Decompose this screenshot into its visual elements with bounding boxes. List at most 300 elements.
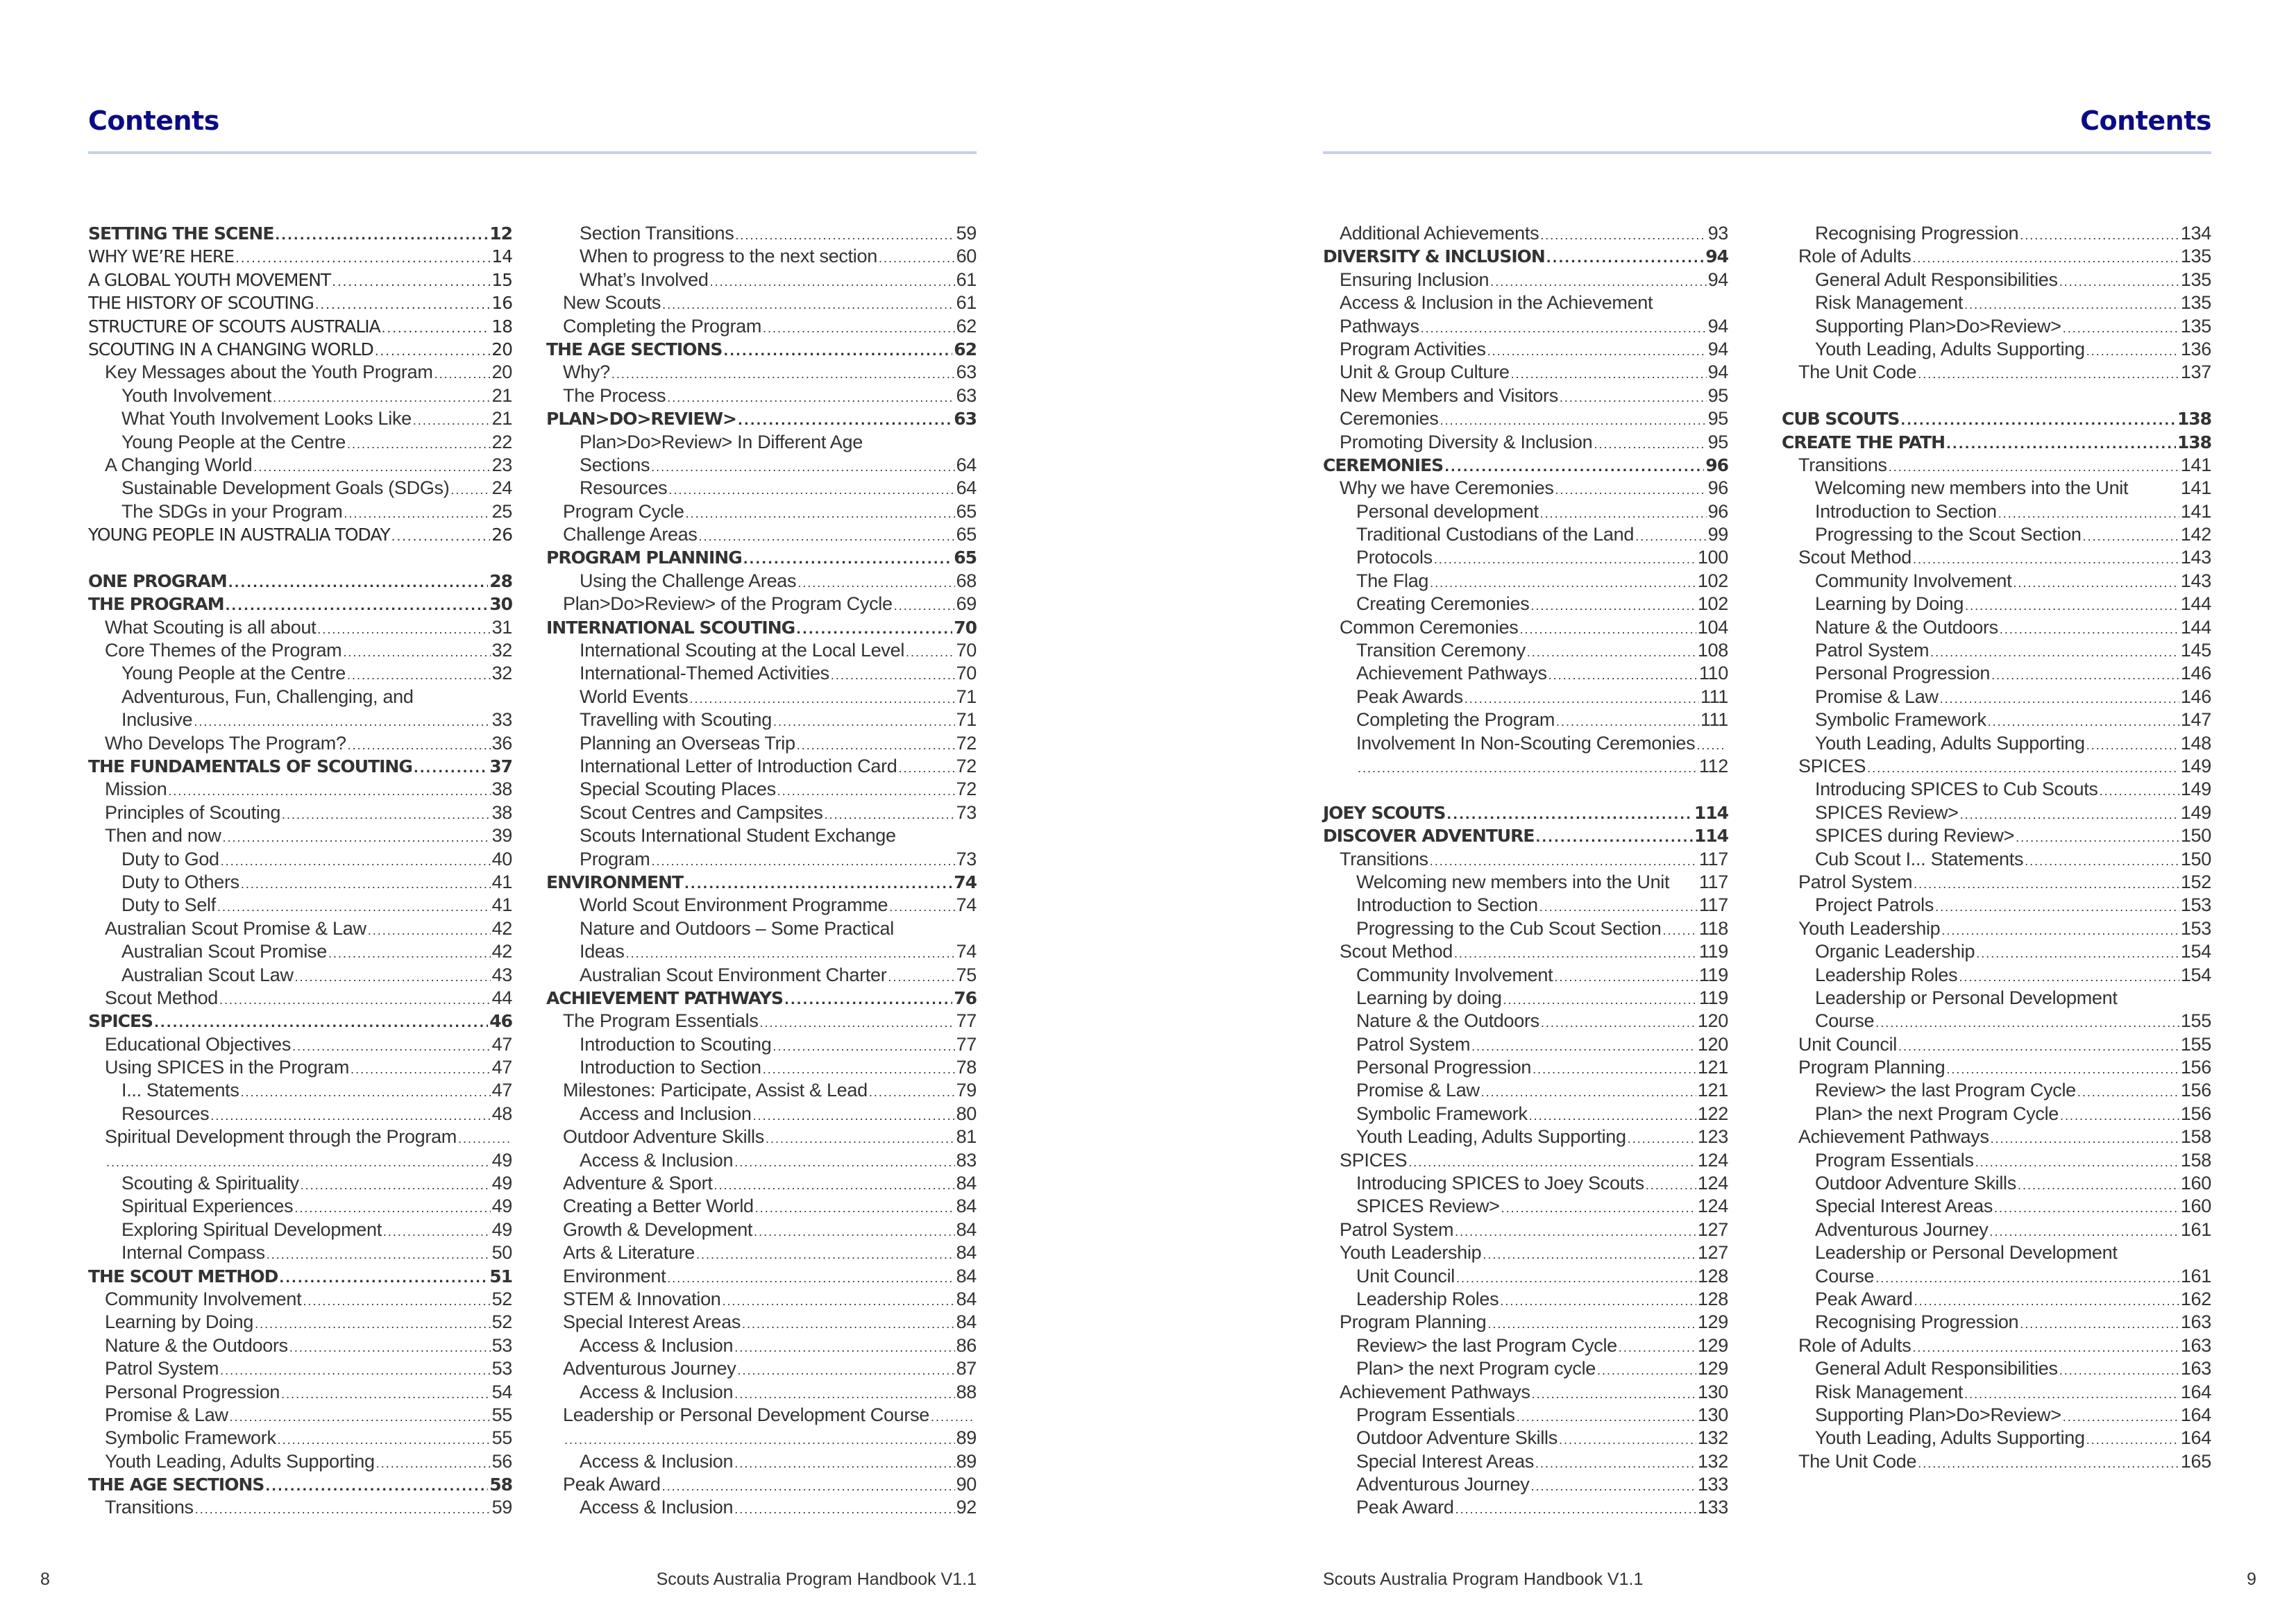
toc-entry[interactable]	[1323, 686, 1728, 708]
toc-entry[interactable]	[88, 1195, 512, 1218]
toc-entry[interactable]	[1323, 732, 1728, 755]
toc-entry[interactable]	[1323, 639, 1728, 662]
toc-entry[interactable]	[88, 1218, 512, 1241]
toc-entry[interactable]	[1782, 338, 2211, 361]
toc-entry-title: The SDGs in your Program	[121, 500, 343, 522]
toc-entry[interactable]	[1323, 1265, 1728, 1288]
toc-dot-leader	[278, 1427, 491, 1450]
toc-entry[interactable]	[1323, 338, 1728, 361]
toc-page-number: 86	[956, 1334, 977, 1356]
toc-entry[interactable]	[1782, 616, 2211, 639]
toc-entry[interactable]	[1323, 523, 1728, 546]
toc-entry[interactable]	[88, 593, 512, 615]
toc-entry-title: ACHIEVEMENT PATHWAYS	[546, 987, 783, 1008]
toc-entry[interactable]	[546, 1079, 977, 1102]
toc-entry[interactable]	[1782, 848, 2211, 871]
toc-entry[interactable]	[1782, 1195, 2211, 1218]
toc-entry[interactable]	[88, 1010, 512, 1033]
toc-entry[interactable]	[88, 1311, 512, 1334]
toc-entry[interactable]	[1323, 1195, 1728, 1218]
toc-entry[interactable]	[88, 1103, 512, 1125]
toc-page-number: 24	[491, 477, 512, 499]
toc-entry[interactable]	[1782, 1357, 2211, 1380]
toc-entry-title-continued: Course	[1815, 1265, 1875, 1286]
toc-entry[interactable]	[1323, 662, 1728, 685]
toc-entry[interactable]	[1323, 570, 1728, 593]
toc-entry-title: Progressing to the Cub Scout Section	[1356, 917, 1662, 939]
toc-entry[interactable]	[546, 593, 977, 615]
toc-entry-title: Promise & Law	[105, 1404, 228, 1425]
toc-entry[interactable]	[88, 987, 512, 1010]
toc-entry-title: Learning by Doing	[1815, 593, 1964, 615]
toc-entry[interactable]	[1323, 824, 1728, 847]
toc-dot-leader	[1408, 1149, 1696, 1172]
toc-entry[interactable]	[546, 894, 977, 917]
toc-entry[interactable]	[546, 1172, 977, 1195]
toc-page-number: 84	[956, 1311, 977, 1333]
toc-entry[interactable]	[1323, 546, 1728, 569]
toc-entry-title: Completing the Program	[1356, 709, 1555, 731]
toc-entry[interactable]	[546, 964, 977, 987]
toc-entry-title: Personal Progression	[1815, 663, 1991, 684]
toc-entry[interactable]	[546, 1103, 977, 1125]
toc-entry-continuation[interactable]	[88, 1149, 512, 1172]
toc-entry[interactable]	[1782, 431, 2211, 454]
toc-entry[interactable]	[88, 801, 512, 824]
toc-entry-title: THE PROGRAM	[88, 594, 224, 615]
toc-dot-leader	[1501, 1195, 1696, 1218]
toc-entry[interactable]	[546, 1450, 977, 1473]
toc-entry-title: SPICES during Review>	[1815, 825, 2015, 847]
toc-dot-leader	[1555, 477, 1707, 500]
toc-dot-leader	[1500, 1288, 1696, 1311]
toc-page-number: 39	[491, 825, 512, 847]
toc-dot-leader	[714, 1172, 955, 1195]
toc-entry[interactable]	[88, 662, 512, 685]
toc-entry[interactable]	[1782, 222, 2211, 245]
toc-dot-leader	[255, 1311, 491, 1334]
toc-entry[interactable]	[1323, 1473, 1728, 1496]
toc-entry[interactable]	[88, 1404, 512, 1427]
toc-entry-title: Patrol System	[1798, 871, 1913, 892]
toc-entry-continuation[interactable]	[1782, 1010, 2211, 1033]
toc-dot-leader	[742, 1311, 955, 1334]
toc-entry-title: Risk Management	[1815, 292, 1964, 314]
toc-dot-leader	[253, 454, 490, 477]
toc-entry[interactable]	[1323, 1149, 1728, 1172]
toc-entry[interactable]	[88, 431, 512, 454]
toc-entry-title: DISCOVER ADVENTURE	[1323, 826, 1535, 847]
toc-entry[interactable]	[1782, 708, 2211, 731]
toc-entry[interactable]	[1782, 361, 2211, 384]
toc-entry[interactable]	[1782, 917, 2211, 940]
toc-entry[interactable]	[88, 871, 512, 894]
toc-entry[interactable]	[1323, 801, 1728, 824]
toc-entry[interactable]	[1782, 686, 2211, 708]
toc-entry[interactable]	[88, 454, 512, 477]
toc-entry[interactable]	[88, 732, 512, 755]
toc-entry[interactable]	[1782, 1079, 2211, 1102]
toc-page-number: 62	[956, 315, 977, 337]
toc-entry[interactable]	[546, 1033, 977, 1056]
toc-entry[interactable]	[88, 1033, 512, 1056]
toc-entry[interactable]	[1323, 1056, 1728, 1079]
toc-entry[interactable]	[546, 1218, 977, 1241]
toc-entry[interactable]	[88, 639, 512, 662]
toc-page-number: 104	[1697, 616, 1728, 638]
toc-entry-title: SPICES Review>	[1356, 1196, 1500, 1217]
toc-entry[interactable]	[1323, 1450, 1728, 1473]
toc-entry[interactable]	[1782, 1311, 2211, 1334]
toc-entry[interactable]	[1323, 222, 1728, 245]
toc-entry[interactable]	[88, 1357, 512, 1380]
toc-entry[interactable]	[1782, 291, 2211, 314]
toc-entry-title: Role of Adults	[1798, 1334, 1911, 1356]
toc-entry[interactable]	[1782, 1056, 2211, 1079]
toc-entry[interactable]	[1323, 1404, 1728, 1427]
toc-entry[interactable]	[546, 245, 977, 268]
toc-entry[interactable]	[1782, 755, 2211, 778]
toc-entry[interactable]	[546, 431, 977, 454]
toc-entry[interactable]	[546, 1125, 977, 1148]
toc-entry[interactable]	[1782, 1172, 2211, 1195]
toc-entry[interactable]	[546, 315, 977, 338]
toc-entry[interactable]	[88, 477, 512, 500]
toc-column-4	[1782, 222, 2211, 1473]
toc-entry[interactable]	[1323, 1357, 1728, 1380]
toc-entry[interactable]	[546, 523, 977, 546]
toc-entry[interactable]	[1782, 245, 2211, 268]
toc-entry[interactable]	[88, 778, 512, 801]
toc-entry[interactable]	[1782, 894, 2211, 917]
toc-entry[interactable]	[1323, 1496, 1728, 1519]
toc-entry[interactable]	[546, 291, 977, 314]
toc-entry[interactable]	[1782, 1404, 2211, 1427]
toc-entry[interactable]	[1782, 824, 2211, 847]
toc-entry[interactable]	[88, 338, 512, 361]
toc-dot-leader	[1662, 917, 1697, 940]
toc-entry[interactable]	[546, 1241, 977, 1264]
toc-dot-leader	[1914, 871, 2179, 894]
toc-entry[interactable]	[1782, 1149, 2211, 1172]
toc-entry-continuation[interactable]	[546, 454, 977, 477]
toc-entry[interactable]	[1323, 1241, 1728, 1264]
toc-entry[interactable]	[1782, 1334, 2211, 1357]
toc-entry[interactable]	[1782, 1241, 2211, 1264]
toc-entry[interactable]	[88, 894, 512, 917]
toc-entry[interactable]	[88, 1056, 512, 1079]
toc-entry[interactable]	[546, 917, 977, 940]
toc-dot-leader	[434, 361, 491, 384]
toc-page-number: 40	[491, 848, 512, 869]
toc-entry[interactable]	[88, 222, 512, 245]
toc-entry[interactable]	[546, 639, 977, 662]
toc-entry[interactable]	[1782, 1103, 2211, 1125]
toc-entry[interactable]	[1323, 940, 1728, 963]
toc-entry-title: Nature & the Outdoors	[1815, 616, 1998, 638]
toc-entry[interactable]	[546, 1311, 977, 1334]
toc-dot-leader	[831, 662, 955, 685]
toc-entry[interactable]	[1782, 269, 2211, 291]
toc-entry-title: Protocols	[1356, 547, 1433, 568]
toc-dot-leader	[1490, 269, 1706, 291]
toc-dot-leader	[1941, 917, 2179, 940]
toc-entry-title: Role of Adults	[1798, 246, 1911, 267]
toc-entry[interactable]	[1782, 778, 2211, 801]
toc-entry[interactable]	[1782, 987, 2211, 1010]
toc-entry[interactable]	[1323, 1010, 1728, 1033]
toc-entry[interactable]	[1323, 384, 1728, 407]
toc-entry[interactable]	[546, 222, 977, 245]
toc-entry[interactable]	[1323, 407, 1728, 430]
toc-entry[interactable]	[546, 1404, 977, 1427]
toc-page-number: 77	[956, 1010, 977, 1032]
toc-entry[interactable]	[546, 801, 977, 824]
toc-entry[interactable]	[1323, 894, 1728, 917]
toc-entry[interactable]	[1323, 454, 1728, 477]
toc-entry-continuation[interactable]	[1323, 315, 1728, 338]
toc-dot-leader	[347, 431, 491, 454]
toc-entry[interactable]	[88, 315, 512, 338]
toc-page-number: 32	[491, 663, 512, 684]
toc-entry[interactable]	[546, 616, 977, 639]
toc-entry[interactable]	[1782, 593, 2211, 615]
toc-entry[interactable]	[1782, 964, 2211, 987]
toc-entry-title: Community Involvement	[1815, 570, 2012, 591]
toc-page-number: 78	[956, 1057, 977, 1078]
toc-entry[interactable]	[1782, 500, 2211, 523]
toc-entry[interactable]	[546, 1265, 977, 1288]
toc-page-number: 164	[2180, 1381, 2211, 1402]
toc-dot-leader	[1487, 1311, 1696, 1334]
toc-entry[interactable]	[1782, 801, 2211, 824]
toc-entry[interactable]	[88, 384, 512, 407]
toc-entry[interactable]	[546, 546, 977, 569]
toc-entry[interactable]	[1323, 964, 1728, 987]
toc-column-3	[1323, 222, 1728, 1520]
toc-entry-continuation[interactable]	[546, 1427, 977, 1450]
toc-entry[interactable]	[546, 824, 977, 847]
toc-entry[interactable]	[546, 1334, 977, 1357]
toc-entry[interactable]	[1782, 871, 2211, 894]
toc-entry[interactable]	[546, 1056, 977, 1079]
toc-entry[interactable]	[1782, 1450, 2211, 1473]
toc-entry[interactable]	[1323, 477, 1728, 500]
toc-entry[interactable]	[1782, 477, 2211, 500]
toc-entry[interactable]	[1782, 940, 2211, 963]
toc-entry[interactable]	[88, 848, 512, 871]
toc-entry[interactable]	[546, 662, 977, 685]
toc-entry-title: Supporting Plan>Do>Review>	[1815, 315, 2061, 337]
toc-entry[interactable]	[1323, 1288, 1728, 1311]
toc-entry[interactable]	[546, 755, 977, 778]
toc-entry[interactable]	[546, 778, 977, 801]
toc-entry[interactable]	[88, 686, 512, 708]
toc-entry[interactable]	[546, 1010, 977, 1033]
toc-dot-leader	[1975, 1149, 2179, 1172]
toc-dot-leader	[1520, 616, 1696, 639]
toc-dot-leader	[2063, 1404, 2179, 1427]
toc-entry-title: Duty to Others	[121, 871, 239, 892]
toc-entry[interactable]	[1323, 361, 1728, 384]
toc-entry[interactable]	[546, 1288, 977, 1311]
toc-entry[interactable]	[1323, 848, 1728, 871]
toc-dot-leader	[210, 1103, 490, 1125]
toc-entry[interactable]	[88, 407, 512, 430]
toc-entry[interactable]	[1782, 407, 2211, 430]
toc-entry-title: Recognising Progression	[1815, 1311, 2019, 1333]
toc-entry[interactable]	[88, 616, 512, 639]
toc-entry[interactable]	[546, 500, 977, 523]
toc-dot-leader	[626, 940, 955, 963]
toc-entry-continuation[interactable]	[88, 708, 512, 731]
toc-dot-leader	[1358, 755, 1698, 778]
toc-column-1	[88, 222, 512, 1520]
toc-entry[interactable]	[1782, 1033, 2211, 1056]
toc-entry-title: The Process	[563, 384, 666, 406]
toc-entry[interactable]	[1782, 315, 2211, 338]
toc-entry[interactable]	[1323, 1311, 1728, 1334]
toc-entry[interactable]	[546, 987, 977, 1010]
toc-entry[interactable]	[1323, 1103, 1728, 1125]
toc-entry[interactable]	[1782, 639, 2211, 662]
toc-entry[interactable]	[88, 1125, 512, 1148]
toc-entry[interactable]	[546, 570, 977, 593]
toc-entry[interactable]	[546, 384, 977, 407]
toc-entry[interactable]	[546, 407, 977, 430]
toc-entry[interactable]	[1323, 269, 1728, 291]
toc-entry[interactable]	[1782, 732, 2211, 755]
toc-entry[interactable]	[88, 1496, 512, 1519]
toc-entry[interactable]	[1782, 1381, 2211, 1404]
toc-entry[interactable]	[1782, 1288, 2211, 1311]
toc-entry[interactable]	[88, 824, 512, 847]
toc-page-number: 156	[2180, 1080, 2211, 1101]
toc-entry[interactable]	[1323, 291, 1728, 314]
toc-entry[interactable]	[1782, 662, 2211, 685]
toc-entry[interactable]	[1323, 431, 1728, 454]
toc-entry[interactable]	[1323, 245, 1728, 268]
toc-entry[interactable]	[1323, 593, 1728, 615]
toc-entry[interactable]	[1323, 1334, 1728, 1357]
toc-page-number: 94	[1707, 338, 1728, 359]
toc-entry[interactable]	[88, 940, 512, 963]
toc-entry[interactable]	[88, 361, 512, 384]
toc-page-number: 141	[2180, 500, 2211, 522]
toc-entry-title: The Program Essentials	[563, 1010, 759, 1032]
toc-entry-title: Resources	[121, 1103, 210, 1124]
toc-entry[interactable]	[88, 755, 512, 778]
toc-entry[interactable]	[88, 1473, 512, 1496]
toc-entry[interactable]	[546, 338, 977, 361]
toc-entry[interactable]	[546, 732, 977, 755]
toc-entry[interactable]	[88, 245, 512, 268]
toc-entry[interactable]	[1782, 1218, 2211, 1241]
toc-entry[interactable]	[1323, 871, 1728, 894]
toc-entry[interactable]	[88, 500, 512, 523]
toc-entry[interactable]	[546, 269, 977, 291]
toc-entry[interactable]	[88, 1381, 512, 1404]
toc-entry[interactable]	[88, 1241, 512, 1264]
toc-entry[interactable]	[1323, 1218, 1728, 1241]
toc-entry[interactable]	[1782, 454, 2211, 477]
toc-entry[interactable]	[546, 1381, 977, 1404]
toc-dot-leader	[221, 848, 491, 871]
toc-entry-title: Scout Centres and Campsites	[580, 801, 823, 823]
toc-entry[interactable]	[88, 917, 512, 940]
toc-entry-continuation[interactable]	[1323, 755, 1728, 778]
toc-entry[interactable]	[1323, 1079, 1728, 1102]
toc-entry[interactable]	[546, 686, 977, 708]
toc-entry[interactable]	[88, 1265, 512, 1288]
toc-entry[interactable]	[546, 1496, 977, 1519]
toc-entry-title: Scouting & Spirituality	[121, 1173, 299, 1194]
toc-entry-continuation[interactable]	[1782, 1265, 2211, 1288]
toc-entry[interactable]	[88, 964, 512, 987]
toc-entry[interactable]	[88, 291, 512, 314]
toc-entry[interactable]	[1323, 1172, 1728, 1195]
toc-entry[interactable]	[88, 570, 512, 593]
toc-entry-title: Unit Council	[1356, 1265, 1455, 1286]
toc-entry[interactable]	[546, 1473, 977, 1496]
toc-entry[interactable]	[1782, 523, 2211, 546]
toc-entry[interactable]	[1782, 546, 2211, 569]
toc-dot-leader	[275, 222, 488, 245]
toc-entry[interactable]	[88, 1172, 512, 1195]
toc-entry[interactable]	[1323, 1033, 1728, 1056]
toc-entry[interactable]	[88, 523, 512, 546]
toc-entry-title: A Changing World	[105, 454, 253, 475]
toc-entry[interactable]	[546, 1195, 977, 1218]
toc-page-number: 30	[489, 594, 512, 615]
toc-entry[interactable]	[546, 1357, 977, 1380]
toc-entry[interactable]	[1323, 500, 1728, 523]
toc-entry[interactable]	[88, 1334, 512, 1357]
toc-entry[interactable]	[88, 1450, 512, 1473]
toc-dot-leader	[375, 338, 490, 361]
toc-dot-leader	[1914, 1288, 2179, 1311]
toc-entry[interactable]	[88, 269, 512, 291]
toc-entry[interactable]	[1323, 1381, 1728, 1404]
toc-dot-leader	[1455, 1218, 1696, 1241]
toc-entry[interactable]	[88, 1427, 512, 1450]
toc-page-number: 144	[2180, 616, 2211, 638]
toc-entry[interactable]	[546, 361, 977, 384]
toc-entry[interactable]	[1323, 987, 1728, 1010]
toc-dot-leader	[869, 1079, 955, 1102]
toc-entry-continuation[interactable]	[546, 940, 977, 963]
toc-entry[interactable]	[546, 477, 977, 500]
toc-entry[interactable]	[546, 1149, 977, 1172]
toc-entry-continuation[interactable]	[546, 848, 977, 871]
toc-entry[interactable]	[546, 708, 977, 731]
toc-entry[interactable]	[1323, 1125, 1728, 1148]
toc-dot-leader	[1559, 1427, 1696, 1450]
toc-entry[interactable]	[546, 871, 977, 894]
toc-dot-leader	[1430, 848, 1698, 871]
toc-dot-leader	[1556, 708, 1699, 731]
toc-entry[interactable]	[1782, 1427, 2211, 1450]
toc-entry[interactable]	[1782, 1125, 2211, 1148]
toc-entry[interactable]	[1782, 570, 2211, 593]
toc-entry[interactable]	[1323, 1427, 1728, 1450]
toc-entry[interactable]	[1323, 708, 1728, 731]
toc-entry[interactable]	[1323, 917, 1728, 940]
toc-entry[interactable]	[88, 1288, 512, 1311]
toc-entry[interactable]	[1323, 616, 1728, 639]
toc-entry[interactable]	[88, 1079, 512, 1102]
right-header-rule	[1323, 151, 2211, 154]
